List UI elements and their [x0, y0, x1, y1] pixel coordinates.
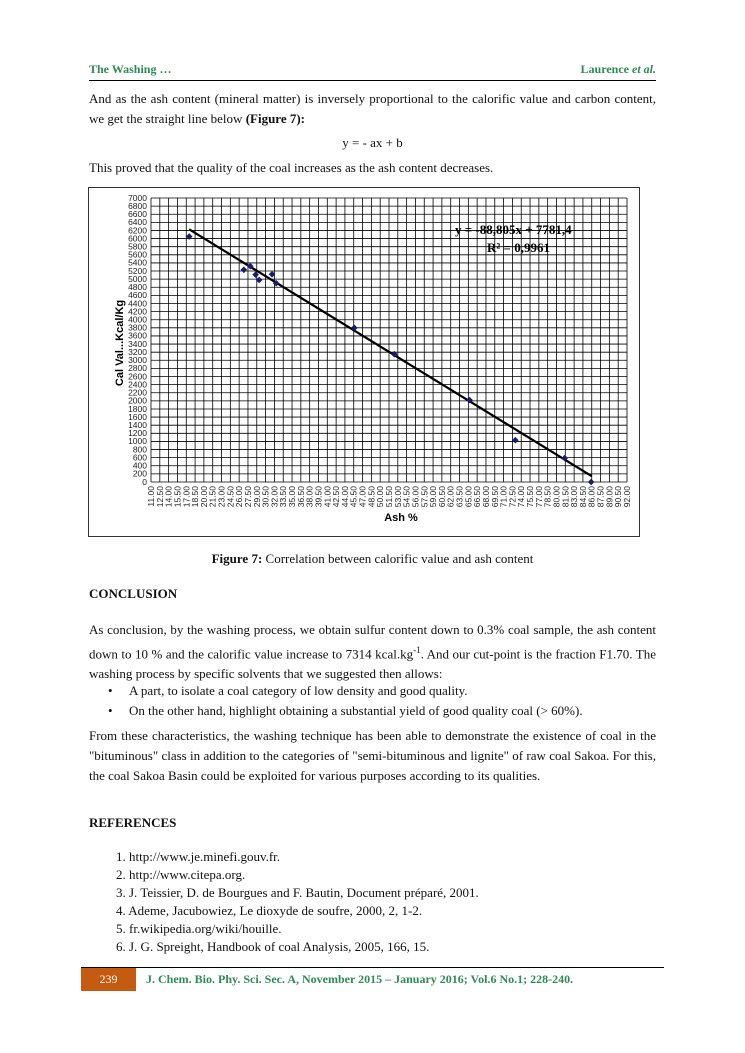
- x-tick-label: 29.00: [251, 486, 262, 508]
- x-tick-label: 30.50: [260, 486, 271, 508]
- x-tick-label: 12.50: [154, 486, 165, 508]
- x-tick-label: 81.50: [560, 486, 571, 508]
- conclusion-paragraph-1: As conclusion, by the washing process, we obtain sulfur content down to 0.3% coal sample, the ash content down to 10 % and the calorific value increase to 7314 $kcal.kg^{-1}$. And our cut-point is the fraction F1.70. The washing process by specific solvents that we suggested then allows:: [89, 622, 656, 682]
- x-tick-label: 51.50: [384, 486, 394, 508]
- y-tick-label: 3600: [128, 330, 147, 341]
- bullet-marker: •: [108, 683, 113, 698]
- y-tick-label: 200: [132, 468, 147, 479]
- y-tick-label: 5200: [128, 265, 147, 276]
- x-tick-label: 60.50: [436, 486, 447, 508]
- y-tick-label: 0: [142, 476, 147, 487]
- x-tick-label: 27.50: [242, 486, 253, 508]
- x-tick-label: 65.00: [463, 486, 474, 508]
- x-tick-label: 35.00: [287, 486, 298, 508]
- reference-item-4: 4. Ademe, Jacubowiez, Le dioxyde de soufre, 2000, 2, 1-2.: [116, 903, 423, 918]
- y-tick-label: 4600: [128, 290, 147, 301]
- y-tick-label: 1600: [128, 411, 147, 422]
- y-tick-label: 7000: [128, 192, 147, 203]
- y-tick-label: 4400: [128, 298, 147, 309]
- x-tick-label: 44.00: [339, 486, 350, 508]
- y-tick-label: 5600: [128, 249, 147, 260]
- x-tick-label: 54.50: [401, 486, 412, 508]
- y-tick-label: 2400: [128, 379, 147, 390]
- x-tick-label: 18.50: [190, 486, 201, 508]
- proved-paragraph: This proved that the quality of the coal increases as the ash content decreases.: [89, 160, 494, 175]
- y-tick-label: 6200: [128, 225, 147, 236]
- x-tick-label: 23.00: [216, 486, 227, 508]
- conclusion-paragraph-2: From these characteristics, the washing technique has been able to demonstrate the existence of coal in the "bituminous" class in addition to the categories of "semi-bituminous and lignite" of raw coal Sakoa. For this, the coal Sakoa Basin could be exploited for various purposes according to its qualities.: [89, 728, 656, 783]
- data-point: [241, 267, 248, 274]
- y-tick-label: 4800: [128, 282, 147, 293]
- figure-caption: Figure 7: Correlation between calorific value and ash content: [211, 551, 534, 566]
- x-tick-label: 14.00: [163, 486, 174, 508]
- y-tick-label: 6600: [128, 209, 147, 220]
- y-tick-label: 3200: [128, 346, 147, 357]
- conclusion-heading: CONCLUSION: [89, 586, 178, 601]
- y-tick-label: 1000: [128, 436, 147, 447]
- y-tick-label: 1800: [128, 403, 147, 414]
- intro-paragraph: And as the ash content (mineral matter) is inversely proportional to the calorific value and carbon content, we get the straight line below (Figure 7):: [89, 91, 656, 126]
- correlation-scatter-chart: [89, 188, 639, 536]
- y-tick-label: 400: [132, 460, 147, 471]
- y-tick-label: 5400: [128, 257, 147, 268]
- x-tick-label: 69.50: [489, 486, 500, 508]
- x-tick-label: 83.00: [569, 486, 580, 508]
- x-tick-label: 42.50: [331, 486, 342, 508]
- x-tick-label: 32.00: [269, 486, 280, 508]
- reference-item-2: 2. http://www.citepa.org.: [116, 867, 246, 882]
- chart-grid: [151, 198, 627, 482]
- y-tick-label: 5800: [128, 241, 147, 252]
- y-tick-label: 3800: [128, 322, 147, 333]
- x-tick-label: 59.00: [428, 486, 439, 508]
- y-tick-label: 3000: [128, 355, 147, 366]
- x-tick-label: 39.50: [313, 486, 324, 508]
- x-tick-label: 87.50: [595, 486, 606, 508]
- x-tick-label: 53.00: [392, 486, 403, 508]
- x-tick-label: 50.00: [375, 486, 386, 508]
- x-tick-label: 75.50: [525, 486, 536, 508]
- x-tick-label: 89.00: [604, 486, 615, 508]
- x-tick-label: 24.50: [225, 486, 236, 508]
- references-heading: REFERENCES: [89, 815, 177, 830]
- y-tick-label: 4200: [128, 306, 147, 317]
- x-tick-label: 72.50: [507, 486, 518, 508]
- y-axis-label: Cal Val...Kcal/Kg: [114, 299, 126, 387]
- x-tick-label: 78.50: [542, 486, 553, 508]
- x-tick-label: 86.00: [586, 486, 597, 508]
- y-tick-label: 800: [132, 444, 147, 455]
- figure-reference: (Figure 7):: [245, 111, 306, 126]
- x-tick-label: 57.50: [419, 486, 430, 508]
- y-tick-label: 600: [132, 452, 147, 463]
- reference-item-1: 1. http://www.je.minefi.gouv.fr.: [116, 849, 281, 864]
- header-authors: Laurence et al.: [580, 62, 656, 76]
- reference-item-5: 5. fr.wikipedia.org/wiki/houille.: [116, 921, 282, 936]
- x-tick-label: 48.50: [366, 486, 377, 508]
- y-tick-label: 6800: [128, 200, 147, 211]
- x-tick-label: 77.00: [533, 486, 544, 508]
- trend-equation-annotation: y = -88,805x + 7781,4: [455, 222, 572, 237]
- bullet-item-1: A part, to isolate a coal category of low density and good quality.: [129, 683, 468, 698]
- page-number: 239: [81, 968, 136, 991]
- x-tick-label: 92.00: [622, 486, 632, 508]
- y-tick-label: 1400: [128, 420, 147, 430]
- y-tick-label: 6400: [128, 217, 147, 228]
- bullet-item-2: On the other hand, highlight obtaining a substantial yield of good quality coal (> 60%).: [129, 703, 583, 718]
- x-tick-label: 21.50: [207, 486, 218, 508]
- y-tick-labels: [128, 193, 147, 487]
- x-tick-label: 41.00: [322, 486, 333, 508]
- y-tick-label: 2800: [128, 363, 147, 374]
- y-tick-label: 2000: [128, 395, 147, 406]
- x-tick-label: 11.00: [146, 486, 156, 507]
- figure-7-chart-box: [88, 187, 640, 537]
- x-tick-label: 84.50: [577, 486, 588, 508]
- header-title: The Washing …: [89, 62, 172, 76]
- x-tick-label: 33.50: [278, 486, 289, 508]
- x-tick-label: 74.00: [516, 486, 527, 508]
- footer-rule: [81, 967, 664, 968]
- x-tick-labels: [146, 486, 632, 508]
- x-tick-label: 62.00: [445, 486, 456, 508]
- journal-citation: J. Chem. Bio. Phy. Sci. Sec. A, November 2015 – January 2016; Vol.6 No.1; 228-240.: [146, 972, 574, 986]
- bullet-marker: •: [108, 703, 113, 718]
- x-tick-label: 71.00: [498, 486, 509, 508]
- x-tick-label: 47.00: [357, 486, 368, 508]
- x-tick-label: 15.50: [172, 486, 183, 508]
- y-tick-label: 5000: [128, 273, 147, 284]
- equation: y = - ax + b: [342, 135, 403, 150]
- y-tick-label: 6000: [128, 233, 147, 244]
- y-tick-label: 2200: [128, 387, 147, 398]
- x-tick-label: 20.00: [198, 486, 209, 508]
- x-tick-label: 90.50: [613, 486, 624, 508]
- header-rule: [89, 80, 656, 81]
- x-tick-label: 38.00: [304, 486, 315, 508]
- y-tick-label: 3400: [128, 338, 147, 349]
- y-tick-label: 2600: [128, 371, 147, 382]
- x-tick-label: 66.50: [472, 486, 483, 508]
- x-axis-label: Ash %: [384, 512, 418, 524]
- data-point: [588, 479, 595, 486]
- x-tick-label: 17.00: [181, 486, 192, 508]
- x-tick-label: 36.50: [295, 486, 306, 508]
- y-tick-label: 4000: [128, 314, 147, 325]
- x-tick-label: 26.00: [234, 486, 245, 508]
- r-squared-annotation: R² = 0,9961: [487, 240, 550, 255]
- reference-item-3: 3. J. Teissier, D. de Bourgues and F. Bautin, Document préparé, 2001.: [116, 885, 479, 900]
- y-tick-label: 1200: [128, 428, 147, 439]
- x-tick-label: 45.50: [348, 486, 359, 508]
- x-tick-label: 68.00: [480, 486, 491, 508]
- data-point: [512, 437, 519, 444]
- x-tick-label: 56.00: [410, 486, 421, 508]
- x-tick-label: 80.00: [551, 486, 562, 508]
- reference-item-6: 6. J. G. Spreight, Handbook of coal Analysis, 2005, 166, 15.: [116, 939, 430, 954]
- x-tick-label: 63.50: [454, 486, 465, 508]
